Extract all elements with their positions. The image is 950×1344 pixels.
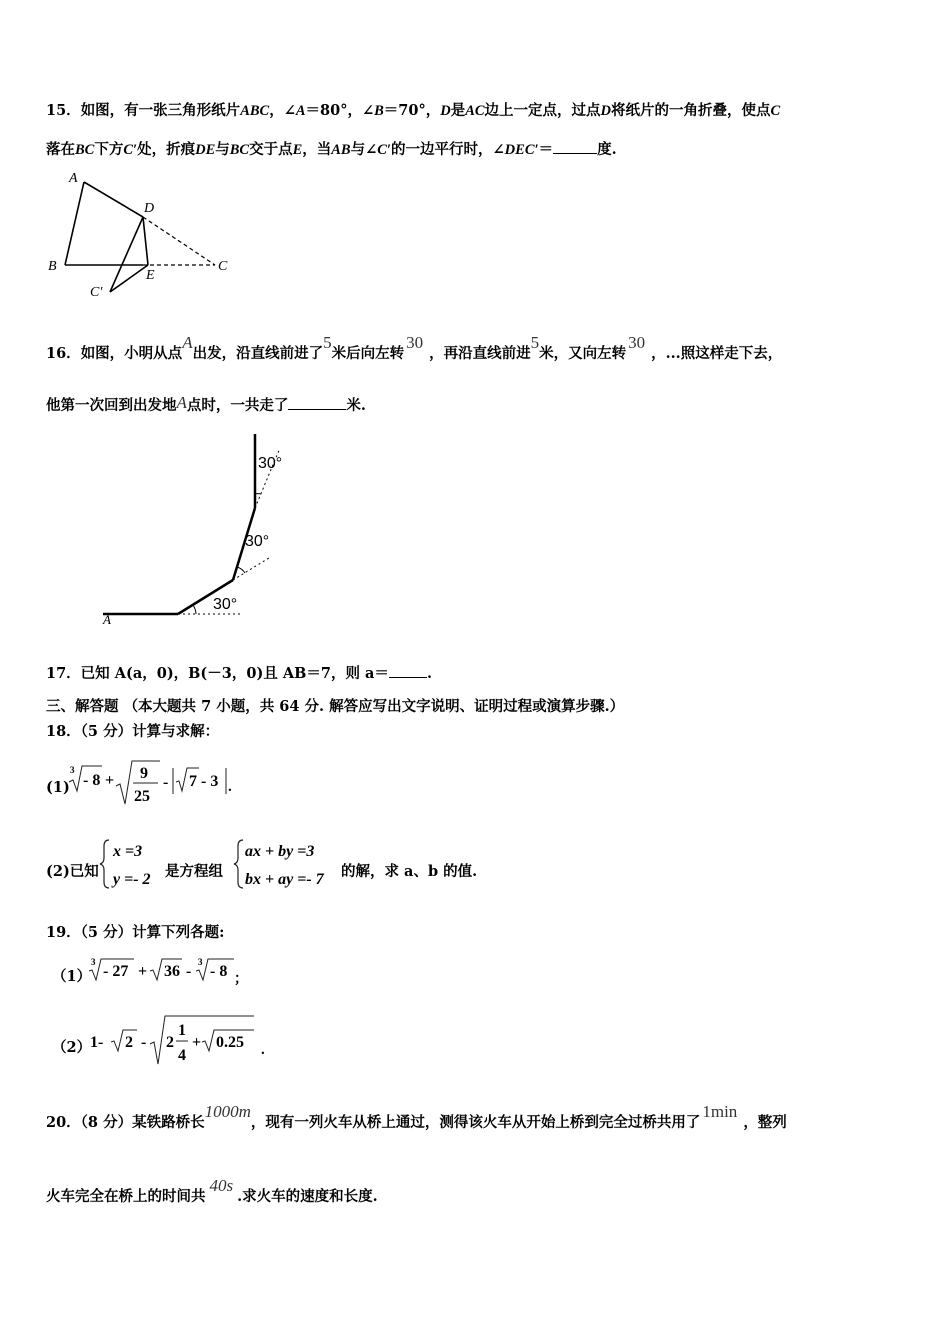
svg-text:- 8: - 8 (210, 963, 228, 980)
section3-note: （本大题共 7 小题，共 64 分. 解答应写出文字说明、证明过程或演算步骤.） (123, 698, 625, 715)
q20-line1: 20．（8 分）某铁路桥长1000m，现有一列火车从桥上通过，测得该火车从开始上桥到完全过桥共用了1min，整列 (46, 1102, 787, 1131)
q18-heading: 18．（5 分）计算与求解： (46, 723, 220, 740)
q19-part2-expression (88, 1014, 328, 1068)
section3-heading (46, 697, 624, 717)
q20-line2: 火车完全在桥上的时间共40s.求火车的速度和长度. (46, 1176, 378, 1205)
svg-text:；: ； (234, 971, 248, 987)
svg-text:的解，求 a、b 的值.: 的解，求 a、b 的值. (341, 863, 478, 880)
svg-text:2: 2 (125, 1034, 133, 1051)
svg-text:-: - (141, 1034, 147, 1051)
on-bridge-time: 40s (209, 1176, 234, 1195)
angle-arc-2 (237, 567, 245, 573)
svg-text:- 3: - 3 (201, 773, 219, 790)
svg-text:.: . (261, 1042, 265, 1058)
svg-text:- 8: - 8 (83, 772, 101, 789)
q15-line1: 15．如图，有一张三角形纸片ABC，∠A＝80°，∠B＝70°，D是AC边上一定点，过点D将纸片的一角折叠，使点C (46, 102, 781, 119)
svg-text:y =- 2: y =- 2 (113, 871, 151, 888)
label-E: E (146, 268, 155, 283)
svg-text:+: + (105, 772, 115, 789)
svg-text:1-: 1- (90, 1034, 104, 1051)
svg-text:9: 9 (140, 765, 148, 782)
angle-label-1: 30° (213, 596, 238, 613)
svg-text:3: 3 (70, 765, 75, 775)
brace-left-2 (234, 840, 243, 888)
svg-text:ax + by =3: ax + by =3 (245, 843, 315, 860)
q16-line2: 他第一次回到出发地A点时，一共走了 米. (46, 393, 366, 414)
bridge-length: 1000m (204, 1102, 251, 1121)
label-C: C (218, 259, 228, 274)
q15-triangle-figure (40, 165, 250, 300)
q16-line1: 16．如图，小明从点A出发，沿直线前进了5米后向左转30，再沿直线前进5米，又向左转30，...照这样走下去， (46, 333, 783, 362)
svg-text:1: 1 (178, 1022, 186, 1039)
svg-text:-: - (163, 774, 169, 791)
q15-line2: 落在BC下方C′处，折痕DE与BC交于点E，当AB与∠C′的一边平行时，∠DEC′＝ 度. (46, 141, 617, 158)
section3-title: 三、解答题 (46, 698, 119, 715)
label-D: D (144, 201, 155, 216)
angle-label-2: 30° (245, 533, 270, 550)
label-Cprime: C′ (90, 285, 103, 300)
segment-DE (143, 217, 148, 265)
crossing-time: 1min (702, 1102, 738, 1121)
svg-text:2: 2 (166, 1034, 174, 1051)
svg-text:是方程组: 是方程组 (165, 863, 223, 880)
svg-text:4: 4 (178, 1047, 186, 1064)
q17-line: 17．已知 A(a，0)，B(－3，0)且 AB＝7，则 a＝ . (46, 665, 432, 682)
q16-path-figure (95, 430, 305, 630)
q15-answer-blank[interactable] (553, 139, 597, 154)
segment-AB (65, 182, 84, 265)
svg-text:- 27: - 27 (103, 963, 129, 980)
q19-heading: 19．（5 分）计算下列各题: (46, 924, 225, 941)
svg-text:bx + ay =- 7: bx + ay =- 7 (245, 871, 324, 888)
label-B: B (48, 259, 57, 274)
q17-answer-blank[interactable] (389, 663, 427, 678)
angle-label-3: 30° (258, 455, 283, 472)
q16-number: 16． (46, 345, 81, 362)
segment-AD (84, 182, 143, 217)
svg-text:7: 7 (189, 773, 197, 790)
q18-part1-expression (68, 760, 268, 810)
q16-answer-blank[interactable] (288, 395, 346, 410)
svg-text:x =3: x =3 (113, 843, 143, 860)
svg-text:3: 3 (198, 957, 203, 967)
label-A: A (69, 171, 78, 186)
q18-part2-systems (101, 838, 501, 892)
brace-left-1 (100, 840, 109, 888)
svg-text:+: + (192, 1034, 202, 1051)
label-start-A: A (103, 612, 111, 627)
q15-number: 15． (46, 102, 81, 119)
svg-text:-: - (186, 963, 192, 980)
q19-part1-expression (88, 955, 308, 991)
angle-arc-1 (193, 605, 196, 614)
svg-text:25: 25 (134, 788, 150, 805)
segment-DC-dashed (143, 217, 215, 265)
svg-text:.: . (228, 779, 232, 795)
svg-text:0.25: 0.25 (216, 1034, 244, 1051)
svg-text:36: 36 (164, 963, 180, 980)
svg-text:3: 3 (91, 957, 96, 967)
svg-text:+: + (138, 963, 148, 980)
